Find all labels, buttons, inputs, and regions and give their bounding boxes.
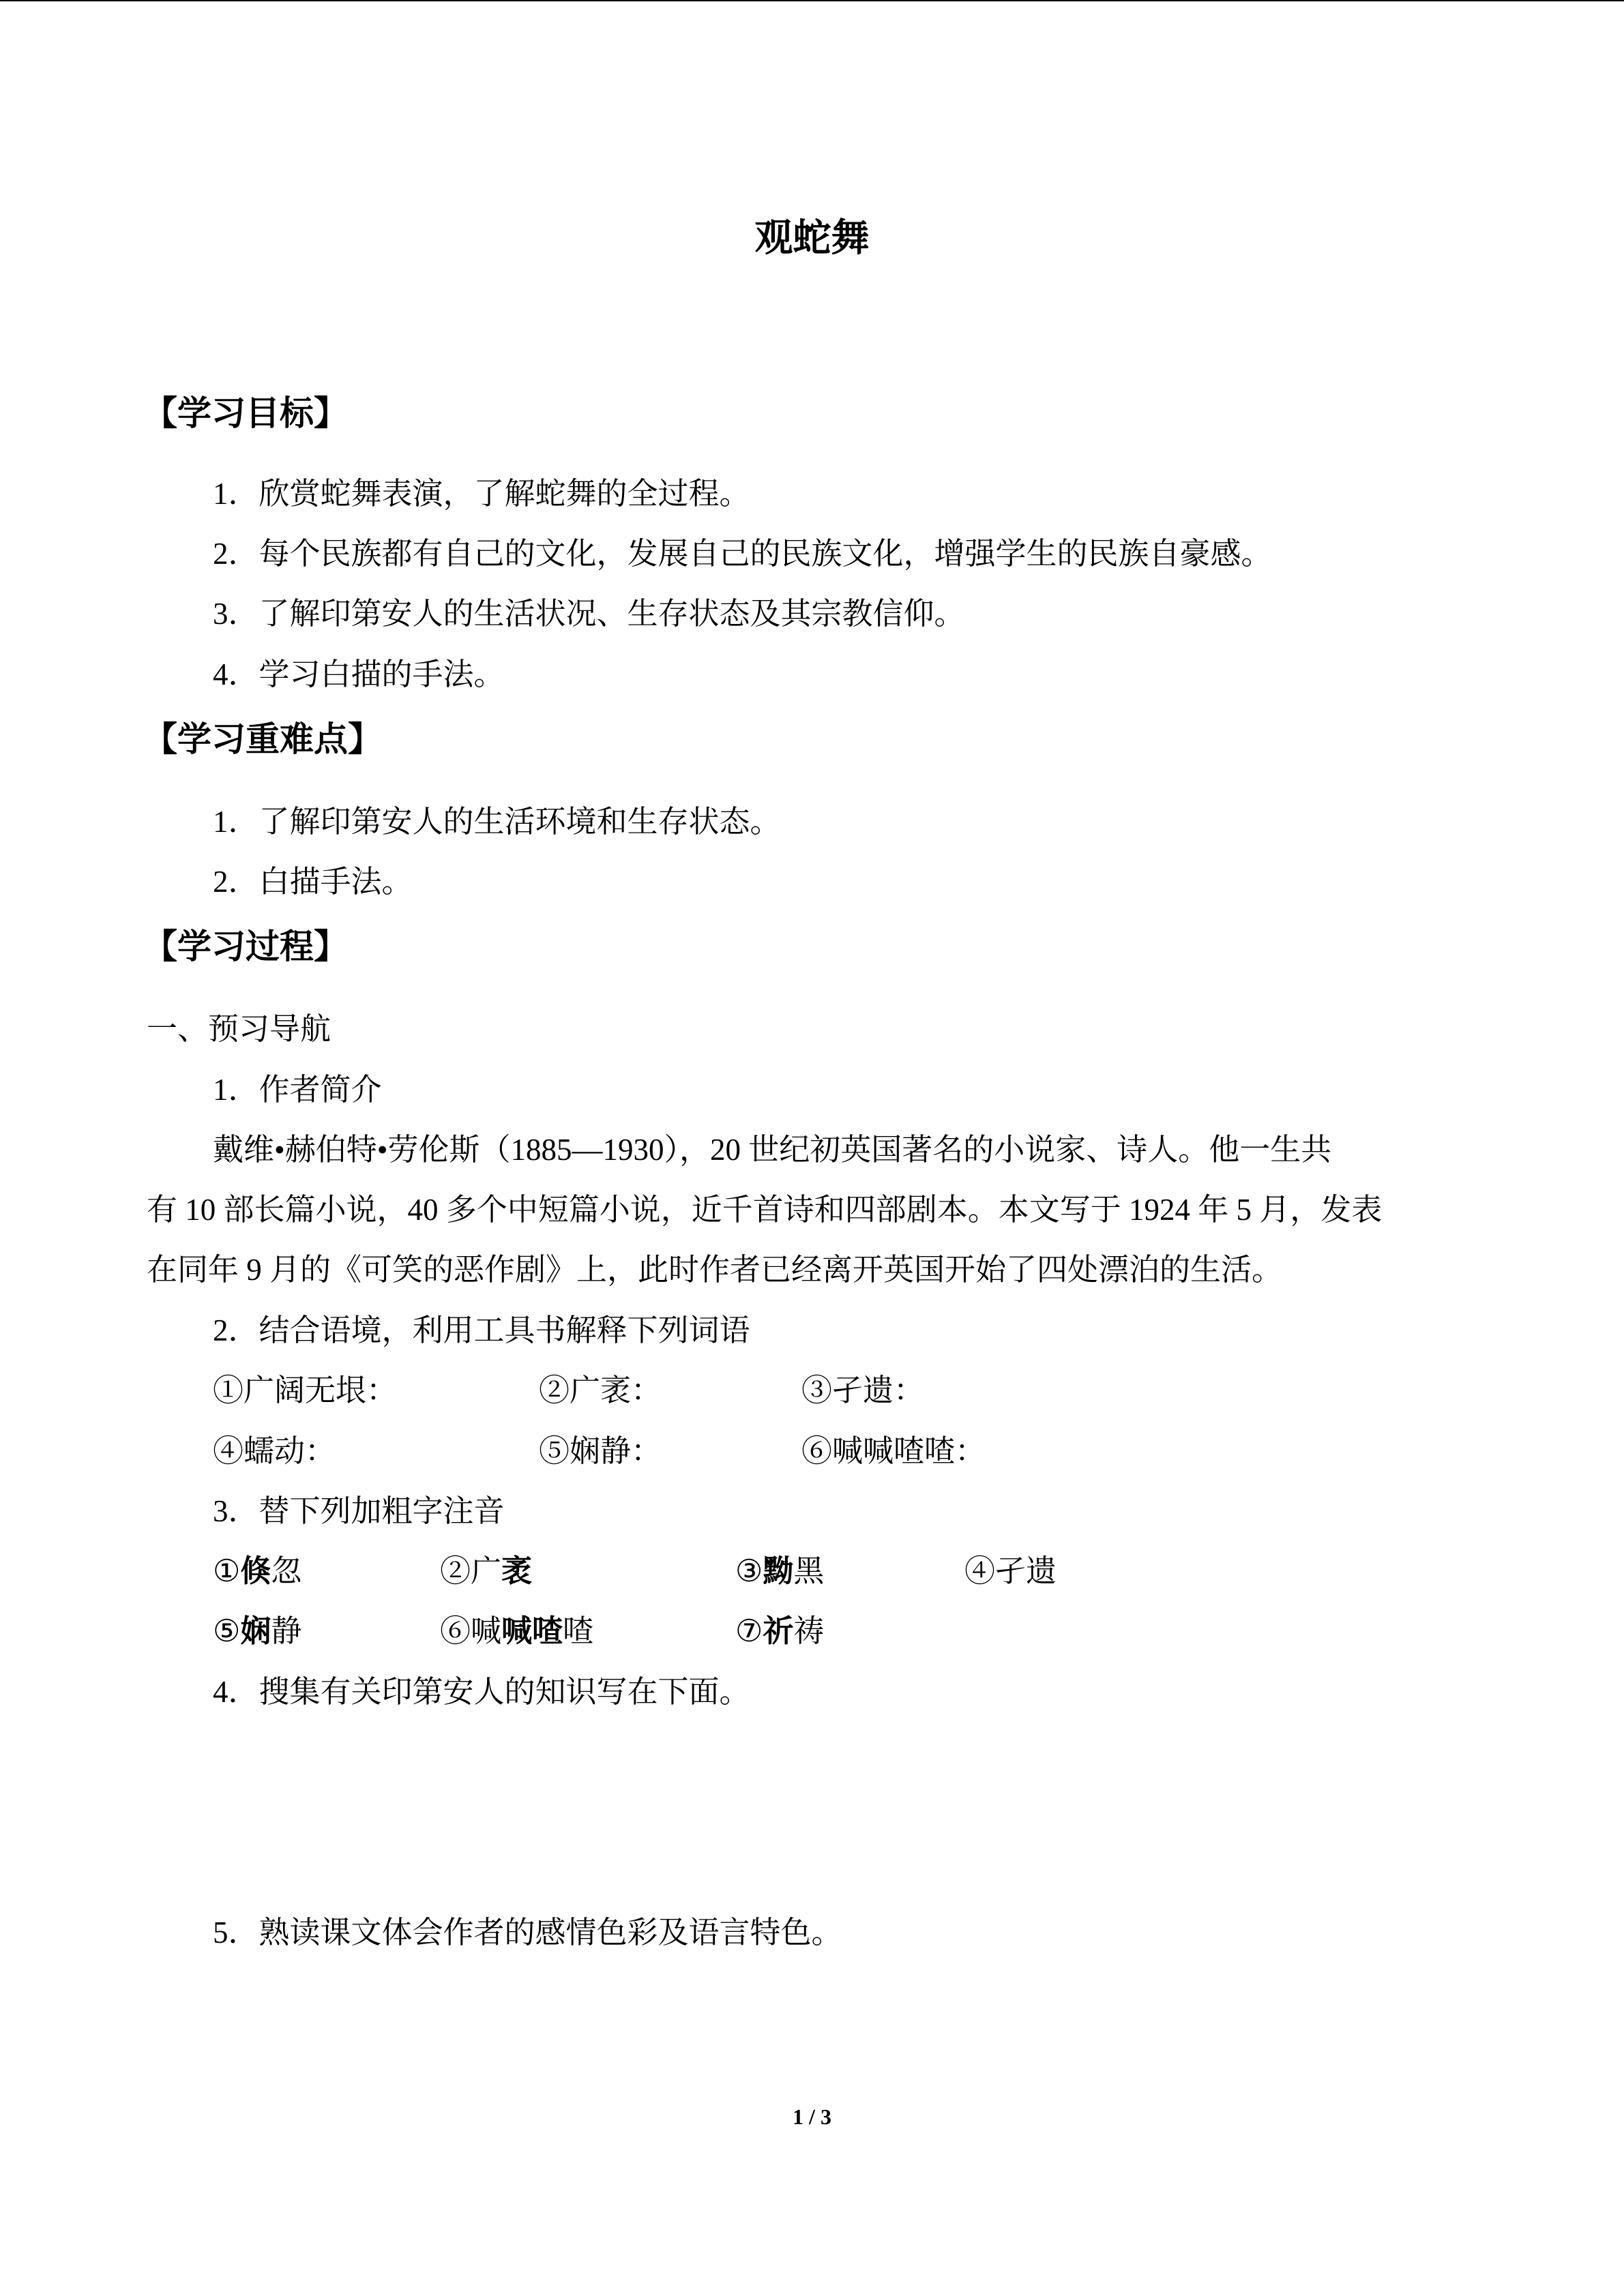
pinyin-item (213, 1609, 301, 1653)
pinyin-item-suffix: 喳 (563, 1614, 594, 1648)
question-title: 2．结合语境，利用工具书解释下列词语 (213, 1313, 750, 1347)
key-point-item: 2．白描手法。 (213, 865, 413, 899)
pinyin-item-bold-char: 黝 (763, 1554, 794, 1588)
pinyin-item-suffix: 祷 (793, 1614, 825, 1648)
document-title: 观蛇舞 (754, 216, 870, 260)
pinyin-item-bold-char: 倏 (240, 1554, 271, 1588)
pinyin-item-prefix: ②广 (440, 1554, 502, 1588)
pinyin-item-prefix: ③ (735, 1554, 763, 1588)
pinyin-item-suffix: 静 (271, 1614, 302, 1648)
part-title-preview: 一、预习导航 (147, 1012, 331, 1046)
section-heading-key-points: 【学习重难点】 (143, 719, 382, 759)
pinyin-item-prefix: ④孑遗 (964, 1554, 1057, 1588)
section-heading-process: 【学习过程】 (143, 927, 348, 966)
pinyin-item (735, 1609, 824, 1653)
pinyin-item (964, 1549, 1057, 1593)
question-title: 3．替下列加粗字注音 (213, 1494, 505, 1528)
section-heading-objectives: 【学习目标】 (143, 393, 348, 433)
pinyin-item (213, 1549, 301, 1593)
vocab-item: ④蠕动： (213, 1434, 336, 1468)
author-intro-line: 戴维•赫伯特•劳伦斯（1885—1930），20 世纪初英国著名的小说家、诗人。他一生共 (213, 1133, 1332, 1167)
pinyin-item-suffix: 忽 (271, 1554, 302, 1588)
question-title: 4．搜集有关印第安人的知识写在下面。 (213, 1675, 750, 1709)
objective-item: 2．每个民族都有自己的文化，发展自己的民族文化，增强学生的民族自豪感。 (213, 537, 1272, 571)
pinyin-item (440, 1609, 593, 1653)
question-title: 1．作者简介 (213, 1073, 382, 1107)
vocab-item: ⑥喊喊喳喳： (801, 1434, 986, 1468)
pinyin-item-bold-char: 喊喳 (501, 1614, 563, 1648)
pinyin-item-prefix: ⑦ (735, 1614, 763, 1648)
pinyin-item (440, 1549, 532, 1593)
key-point-item: 1．了解印第安人的生活环境和生存状态。 (213, 805, 781, 839)
pinyin-item-bold-char: 袤 (501, 1554, 533, 1588)
pinyin-item-prefix: ⑤ (213, 1614, 241, 1648)
pinyin-item-bold-char: 娴 (240, 1614, 271, 1648)
pinyin-item-prefix: ⑥喊 (440, 1614, 502, 1648)
vocab-item: ③孑遗： (801, 1373, 925, 1407)
page-number: 1 / 3 (793, 2104, 831, 2129)
objective-item: 3．了解印第安人的生活状况、生存状态及其宗教信仰。 (213, 597, 965, 631)
question-title: 5．熟读课文体会作者的感情色彩及语言特色。 (213, 1915, 842, 1950)
author-intro-line: 有 10 部长篇小说，40 多个中短篇小说，近千首诗和四部剧本。本文写于 1924 年 5 月，发表 (147, 1193, 1383, 1227)
objective-item: 1．欣赏蛇舞表演，了解蛇舞的全过程。 (213, 477, 750, 511)
pinyin-item-bold-char: 祈 (763, 1614, 794, 1648)
objective-item: 4．学习白描的手法。 (213, 657, 505, 691)
vocab-item: ⑤娴静： (539, 1434, 662, 1468)
pinyin-item (735, 1549, 824, 1593)
author-intro-line: 在同年 9 月的《可笑的恶作剧》上，此时作者已经离开英国开始了四处漂泊的生活。 (147, 1253, 1283, 1287)
pinyin-item-prefix: ① (213, 1554, 241, 1588)
pinyin-item-suffix: 黑 (793, 1554, 825, 1588)
vocab-item: ②广袤： (539, 1373, 662, 1407)
vocab-item: ①广阔无垠： (213, 1373, 398, 1407)
